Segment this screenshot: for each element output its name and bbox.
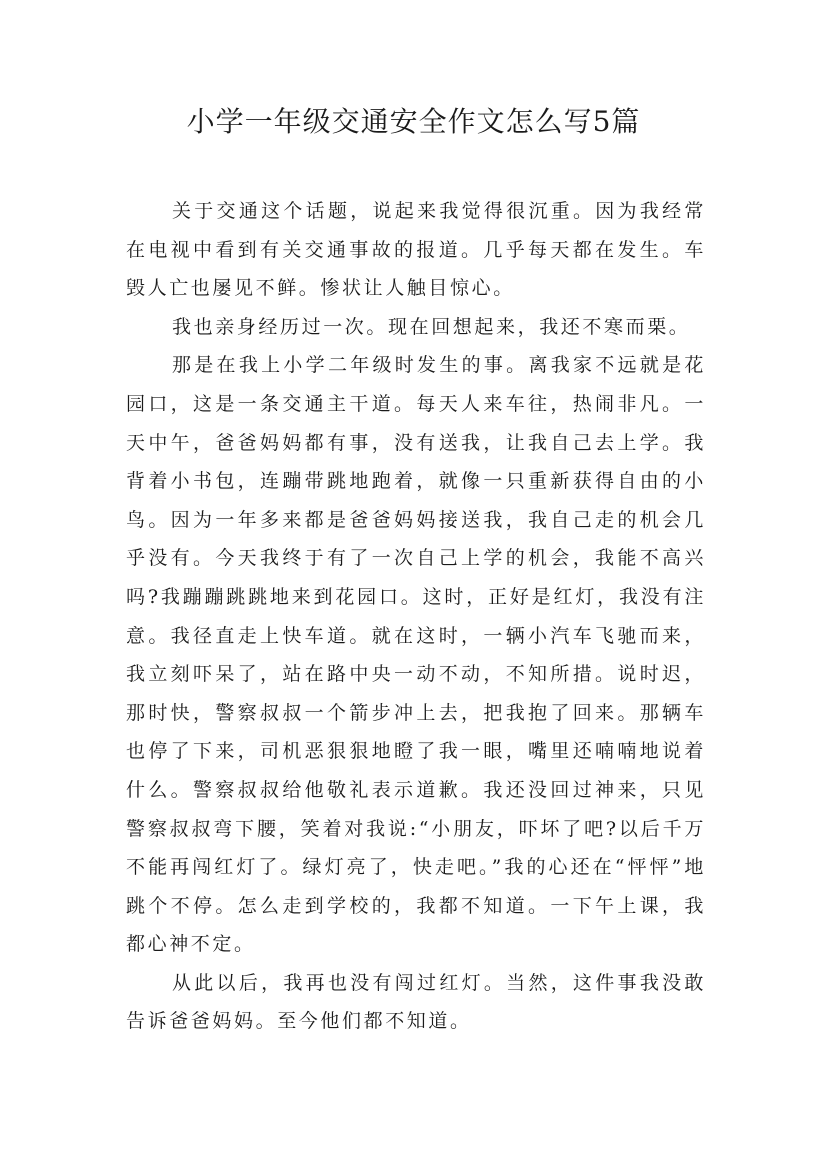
document-title: 小学一年级交通安全作文怎么写5篇 xyxy=(186,105,641,138)
paragraph: 那是在我上小学二年级时发生的事。离我家不远就是花园口，这是一条交通主干道。每天人来车往，热闹非凡。一天中午，爸爸妈妈都有事，没有送我，让我自己去上学。我背着小书包，连蹦带跳地跑着，就像一只重新获得自由的小鸟。因为一年多来都是爸爸妈妈接送我，我自己走的机会几乎没有。今天我终于有了一次自己上学的机会，我能不高兴吗?我蹦蹦跳跳地来到花园口。这时，正好是红灯，我没有注意。我径直走上快车道。就在这时，一辆小汽车飞驰而来，我立刻吓呆了，站在路中央一动不动，不知所措。说时迟，那时快，警察叔叔一个箭步冲上去，把我抱了回来。那辆车也停了下来，司机恶狠狠地瞪了我一眼，嘴里还喃喃地说着什么。警察叔叔给他敬礼表示道歉。我还没回过神来，只见警察叔叔弯下腰，笑着对我说:“小朋友，吓坏了吧?以后千万不能再闯红灯了。绿灯亮了，快走吧。”我的心还在“怦怦”地跳个不停。怎么走到学校的，我都不知道。一下午上课，我都心神不定。 xyxy=(126,354,706,956)
document-body xyxy=(126,192,706,1041)
paragraph: 我也亲身经历过一次。现在回想起来，我还不寒而栗。 xyxy=(172,315,691,338)
paragraph: 关于交通这个话题，说起来我觉得很沉重。因为我经常在电视中看到有关交通事故的报道。几乎每天都在发生。车毁人亡也屡见不鲜。惨状让人触目惊心。 xyxy=(126,200,706,300)
paragraph: 从此以后，我再也没有闯过红灯。当然，这件事我没敢告诉爸爸妈妈。至今他们都不知道。 xyxy=(126,971,706,1033)
